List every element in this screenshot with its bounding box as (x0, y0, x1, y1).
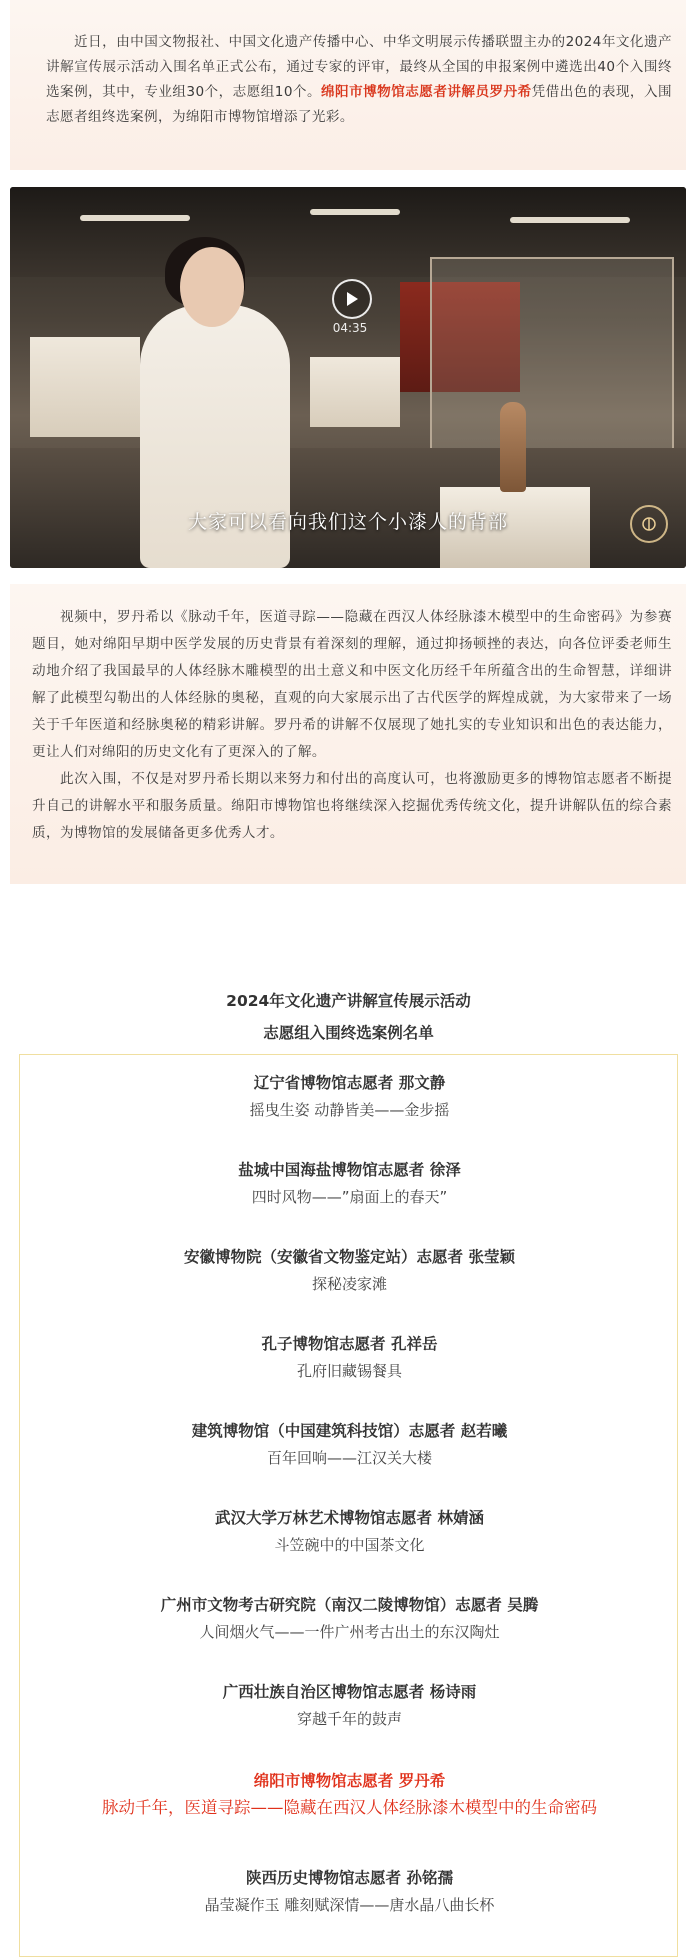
intro-card (10, 0, 686, 170)
list-item (20, 1417, 679, 1471)
list-item (20, 1504, 679, 1558)
list-item-topic: 百年回响——江汉关大楼 (266, 1449, 432, 1467)
list-item-volunteer: 绵阳市博物馆志愿者 罗丹希 (253, 1772, 446, 1790)
finalist-list (19, 1054, 678, 1957)
list-item-volunteer: 广西壮族自治区博物馆志愿者 杨诗雨 (222, 1683, 477, 1701)
list-item (20, 1330, 679, 1384)
video-scene-presenter-face (180, 247, 244, 327)
list-item-topic: 四时风物——”扇面上的春天” (251, 1188, 448, 1206)
list-item-volunteer: 孔子博物馆志愿者 孔祥岳 (261, 1335, 438, 1353)
list-title (0, 985, 697, 1049)
article-paragraph-2: 此次入围，不仅是对罗丹希长期以来努力和付出的高度认可，也将激励更多的博物馆志愿者不断提升自己的讲解水平和服务质量。绵阳市博物馆也将继续深入挖掘优秀传统文化，提升讲解队伍的综合素质，为博物馆的发展储备更多优秀人才。 (32, 771, 672, 841)
video-scene-case (30, 337, 140, 437)
list-item-volunteer: 盐城中国海盐博物馆志愿者 徐泽 (238, 1161, 461, 1179)
video-scene-statue (500, 402, 526, 492)
list-title-line-1: 2024年文化遗产讲解宣传展示活动 (226, 992, 471, 1010)
intro-text: 近日，由中国文物报社、中国文化遗产传播中心、中华文明展示传播联盟主办的2024年文化遗产讲解宣传展示活动入围名单正式公布，通过专家的评审，最终从全国的申报案例中遴选出40个入围终选案例，其中，专业组30个，志愿组10个。 (46, 34, 672, 100)
list-item-topic: 脉动千年，医道寻踪——隐藏在西汉人体经脉漆木模型中的生命密码 (102, 1798, 597, 1817)
video-scene-light (80, 215, 190, 221)
video-subtitle: 大家可以看向我们这个小漆人的背部 (187, 511, 508, 533)
list-item (20, 1591, 679, 1645)
list-item-volunteer: 广州市文物考古研究院（南汉二陵博物馆）志愿者 吴腾 (160, 1596, 539, 1614)
list-item (20, 1678, 679, 1732)
list-item-volunteer: 武汉大学万林艺术博物馆志愿者 林婧涵 (215, 1509, 484, 1527)
list-item (20, 1069, 679, 1123)
list-item-topic: 斗笠碗中的中国茶文化 (274, 1536, 425, 1554)
list-item-topic: 人间烟火气——一件广州考古出土的东汉陶灶 (199, 1623, 500, 1641)
list-item (20, 1156, 679, 1210)
list-item-topic: 穿越千年的鼓声 (296, 1710, 402, 1728)
article-body-card (10, 584, 686, 884)
play-button[interactable] (332, 279, 372, 319)
article-paragraph-1: 视频中，罗丹希以《脉动千年，医道寻踪——隐藏在西汉人体经脉漆木模型中的生命密码》为参赛题目，她对绵阳早期中医学发展的历史背景有着深刻的理解，通过抑扬顿挫的表达，向各位评委老师生动地介绍了我国最早的人体经脉木雕模型的出土意义和中医文化历经千年所蕴含出的生命智慧，详细讲解了此模型勾勒出的人体经脉的奥秘，直观的向大家展示出了古代医学的辉煌成就，为大家带来了一场关于千年医道和经脉奥秘的精彩讲解。罗丹希的讲解不仅展现了她扎实的专业知识和出色的表达能力，更让人们对绵阳的历史文化有了更深入的了解。 (32, 609, 672, 760)
list-item-volunteer: 建筑博物馆（中国建筑科技馆）志愿者 赵若曦 (191, 1422, 508, 1440)
list-item-volunteer: 安徽博物院（安徽省文物鉴定站）志愿者 张莹颖 (184, 1248, 515, 1266)
list-item-topic: 孔府旧藏锡餐具 (296, 1362, 402, 1380)
intro-text-tail: 凭借出色的表现，入围志愿者组终选案例，为绵阳市博物馆增添了光彩。 (46, 84, 672, 125)
list-title-line-2: 志愿组入围终选案例名单 (263, 1024, 434, 1042)
list-item (20, 1243, 679, 1297)
intro-paragraph (46, 30, 672, 130)
video-scene-light (510, 217, 630, 223)
museum-logo-glyph (639, 514, 659, 534)
video-scene-case (310, 357, 400, 427)
video-player[interactable] (10, 187, 686, 568)
list-item (20, 1864, 679, 1918)
list-item-topic: 晶莹凝作玉 雕刻赋深情——唐水晶八曲长杯 (204, 1896, 495, 1914)
play-icon (345, 291, 359, 307)
intro-highlight: 绵阳市博物馆志愿者讲解员罗丹希 (321, 84, 532, 100)
list-item-topic: 探秘凌家滩 (311, 1275, 387, 1293)
video-scene-light (310, 209, 400, 215)
list-item-volunteer: 辽宁省博物馆志愿者 那文静 (253, 1074, 446, 1092)
list-item-volunteer: 陕西历史博物馆志愿者 孙铭孺 (246, 1869, 453, 1887)
list-item-topic: 摇曳生姿 动静皆美——金步摇 (249, 1101, 450, 1119)
video-duration: 04:35 (332, 321, 368, 335)
museum-logo-icon (630, 505, 668, 543)
list-item-featured (20, 1767, 679, 1821)
